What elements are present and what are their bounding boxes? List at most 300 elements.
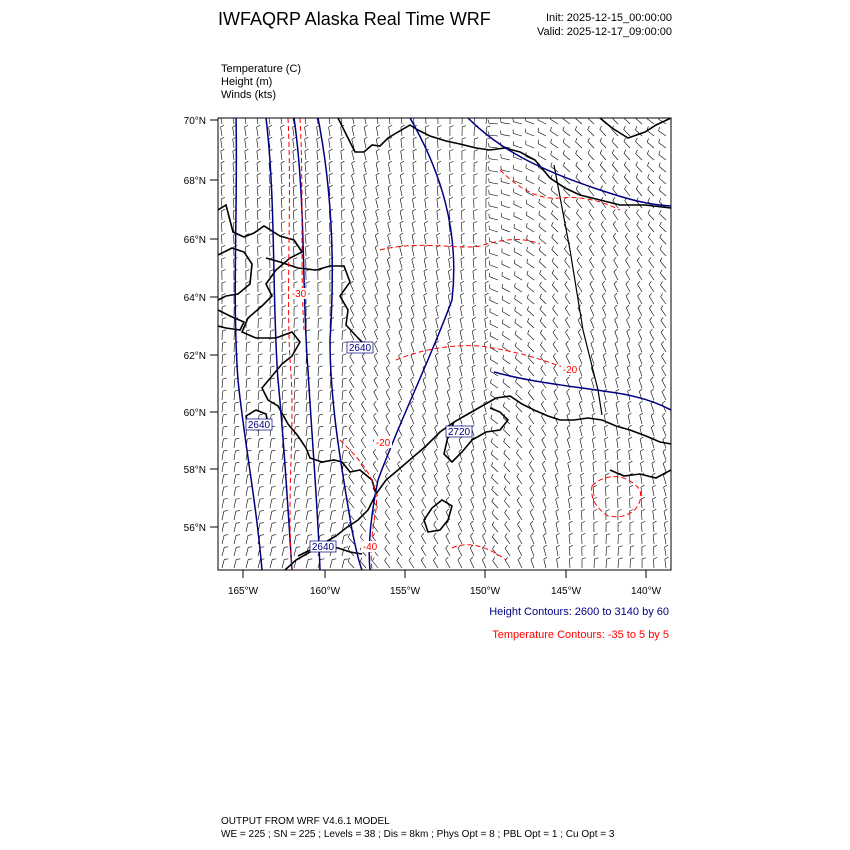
wind-barb [474, 115, 475, 124]
wind-barb-flag [659, 186, 660, 190]
wind-barb [341, 211, 342, 220]
wind-barb [257, 163, 258, 172]
wind-barb-flag [375, 317, 378, 320]
wind-barb [505, 549, 510, 557]
wind-barb [423, 416, 427, 424]
longitude-labels [228, 586, 662, 597]
wind-barb [461, 211, 462, 220]
wind-barb-flag [342, 330, 346, 331]
wind-barb [388, 163, 390, 172]
wind-barb [341, 223, 342, 232]
wind-barb-flag [627, 317, 630, 320]
wind-barb [305, 175, 306, 184]
wind-barb [625, 248, 630, 256]
wind-barb-flag [539, 199, 540, 203]
wind-barb-flag [518, 533, 521, 536]
wind-barb [615, 320, 618, 328]
wind-barb [306, 427, 307, 436]
wind-barb [306, 235, 307, 244]
wind-barb-flag [530, 521, 533, 524]
wind-barb-flag [434, 485, 437, 488]
wind-barb-flag [462, 126, 466, 127]
wind-barb-flag [223, 366, 227, 367]
wind-barb [626, 296, 630, 304]
wind-barb-flag [342, 233, 346, 235]
wind-barb-flag [434, 461, 437, 464]
wind-barb-flag [543, 533, 546, 536]
wind-barb-flag [258, 330, 262, 331]
wind-barb-flag [527, 306, 528, 310]
wind-barb [330, 451, 331, 460]
wind-barb [551, 143, 558, 148]
wind-barb [490, 289, 498, 293]
wind-barb [589, 213, 594, 220]
wind-barb-flag [650, 329, 653, 332]
wind-barb-flag [600, 150, 602, 154]
wind-barb-flag [222, 330, 226, 331]
wind-barb-flag [579, 365, 582, 368]
wind-barb-flag [501, 154, 502, 158]
wind-barb-flag [592, 401, 595, 403]
wind-barb [245, 115, 247, 124]
wind-barb-flag [618, 534, 622, 535]
wind-barb-flag [515, 319, 516, 323]
wind-barb [471, 500, 474, 508]
wind-barb-flag [527, 271, 528, 275]
wind-barb [665, 559, 666, 568]
wind-barb [518, 548, 522, 556]
wind-barb-flag [423, 341, 426, 344]
wind-barb-flag [490, 332, 491, 336]
wind-barb-flag [272, 474, 276, 475]
wind-barb-flag [502, 308, 503, 312]
wind-barb-flag [602, 305, 605, 308]
wind-barb-flag [344, 511, 348, 512]
wind-barb-flag [258, 245, 262, 247]
wind-barb [361, 428, 366, 436]
wind-barb-flag [437, 197, 441, 199]
wind-barb [616, 427, 618, 436]
wind-barb-flag [259, 378, 263, 379]
wind-barb [388, 223, 390, 232]
wind-barb [529, 464, 534, 472]
wind-barb [449, 259, 450, 268]
wind-barb-flag [352, 137, 355, 139]
wind-barb-flag [555, 449, 558, 452]
wind-barb [538, 155, 546, 160]
wind-barb [234, 499, 236, 508]
wind-barb [652, 451, 654, 460]
wind-barb [556, 511, 558, 520]
wind-barb [233, 163, 234, 172]
wind-barb-flag [484, 341, 488, 343]
wind-barb [425, 175, 426, 184]
wind-barb [422, 476, 426, 484]
wind-barb [472, 319, 474, 328]
wind-barb-flag [460, 305, 463, 307]
wind-barb-flag [422, 497, 425, 500]
wind-barb [342, 511, 344, 520]
wind-barb [492, 502, 498, 509]
wind-barb-flag [605, 449, 609, 451]
wind-barb-flag [504, 426, 506, 430]
valid-time: Valid: 2025-12-17_09:00:00 [537, 26, 672, 38]
wind-barb [424, 259, 426, 268]
wind-barb-flag [659, 175, 660, 179]
wind-barb-flag [486, 162, 490, 163]
wind-barb-flag [505, 545, 507, 548]
wind-barb [398, 404, 402, 412]
wind-barb-flag [569, 521, 573, 523]
wind-barb [664, 487, 666, 496]
wind-barb [663, 428, 666, 436]
wind-barb [514, 252, 522, 256]
wind-barb [361, 489, 366, 496]
wind-barb [529, 452, 534, 460]
wind-barb [518, 560, 522, 568]
wind-barb [342, 559, 344, 568]
wind-barb-flag [344, 547, 348, 548]
wind-barb [434, 548, 439, 556]
wind-barb [591, 379, 594, 388]
wind-barb [411, 380, 414, 388]
wind-barb [614, 296, 618, 304]
wind-barb-flag [556, 521, 559, 523]
wind-barb [258, 343, 259, 352]
wind-barb-flag [649, 293, 651, 296]
wind-barb-flag [271, 354, 275, 355]
wind-barb [435, 392, 438, 401]
wind-barb [362, 404, 367, 412]
wind-barb [363, 211, 366, 220]
wind-barb-flag [284, 547, 288, 548]
wind-barb [423, 331, 426, 340]
wind-barb [660, 238, 666, 245]
wind-barb [527, 275, 534, 281]
wind-barb [351, 187, 354, 196]
wind-barb [616, 403, 618, 412]
wind-barb-flag [412, 209, 415, 211]
wind-barb [233, 115, 235, 124]
wind-barb [424, 283, 426, 292]
wind-barb-flag [642, 546, 646, 548]
wind-barb [593, 487, 594, 496]
wind-barb [375, 260, 378, 269]
wind-barb [257, 115, 259, 124]
wind-barb-flag [660, 246, 662, 250]
wind-barb-flag [502, 331, 503, 335]
wind-barb-flag [329, 113, 332, 115]
wind-barb [221, 139, 222, 148]
wind-barb [604, 391, 606, 400]
wind-barb [269, 115, 271, 124]
wind-barb [305, 211, 306, 220]
wind-barb-flag [528, 342, 530, 346]
wind-barb-flag [281, 149, 285, 151]
wind-barb [663, 475, 666, 484]
wind-barb [434, 452, 438, 460]
wind-barb [411, 356, 414, 364]
wind-barb [233, 127, 234, 136]
wind-barb [517, 500, 522, 508]
wind-barb-flag [222, 258, 226, 260]
wind-barb [399, 308, 402, 317]
legend-height-contours: Height Contours: 2600 to 3140 by 60 [489, 606, 669, 618]
wind-barb-flag [424, 221, 428, 223]
wind-barb-flag [247, 378, 251, 379]
wind-barb [374, 392, 378, 400]
wind-barb [258, 559, 260, 568]
wind-barb-flag [283, 342, 287, 343]
wind-barb [486, 139, 487, 148]
wind-barb [410, 476, 414, 484]
wind-barb-flag [411, 329, 414, 332]
wind-barb-flag [565, 257, 567, 260]
wind-barb-flag [436, 269, 439, 271]
wind-barb-flag [235, 390, 239, 391]
wind-barb-flag [459, 413, 462, 416]
wind-barb [350, 296, 354, 304]
wind-barb-flag [491, 427, 492, 431]
wind-barb-flag [483, 533, 486, 536]
wind-barb-flag [236, 499, 240, 500]
wind-barb [318, 355, 319, 364]
wind-barb [318, 403, 319, 412]
wind-barb-flag [385, 533, 387, 536]
wind-barb [246, 463, 248, 472]
lat-label-56: 56°N [183, 523, 206, 534]
wind-barb [552, 261, 558, 268]
wind-barb-flag [224, 535, 228, 536]
field-winds: Winds (kts) [221, 89, 276, 101]
wind-barb-flag [493, 546, 495, 549]
wind-barb [505, 513, 510, 520]
wind-barb-flag [556, 533, 559, 535]
wind-barb [602, 260, 606, 268]
wind-barb-flag [350, 377, 353, 380]
wind-barb-flag [636, 150, 638, 154]
wind-barb-flag [362, 329, 365, 332]
wind-barb [374, 404, 378, 412]
wind-barb [556, 499, 558, 508]
wind-barb-flag [515, 343, 516, 347]
wind-barb [234, 379, 235, 388]
wind-barb-flag [374, 401, 377, 404]
wind-barb [305, 223, 306, 232]
wind-barb-flag [603, 365, 606, 368]
wind-barb-flag [437, 173, 441, 175]
wind-barb-flag [539, 235, 540, 239]
wind-barb [400, 271, 403, 280]
wind-barb-flag [473, 221, 477, 223]
wind-barb-flag [577, 281, 580, 284]
wind-barb [660, 273, 666, 280]
wind-barb-flag [306, 318, 310, 319]
wind-barb [461, 247, 462, 256]
wind-barb [577, 225, 582, 232]
wind-barb-flag [350, 365, 353, 368]
wind-barb [627, 356, 630, 365]
wind-barb [341, 175, 342, 184]
wind-barb-flag [590, 317, 593, 320]
wind-barb-flag [515, 331, 516, 335]
wind-barb [542, 452, 546, 460]
wind-barb [627, 320, 631, 328]
wind-barb [551, 214, 558, 220]
wind-barb-flag [374, 413, 377, 416]
wind-barb [318, 451, 319, 460]
wind-barb-flag [306, 282, 310, 283]
wind-barb [399, 344, 402, 352]
wind-barb [612, 153, 618, 160]
wind-barb-flag [551, 198, 552, 202]
wind-barb-flag [491, 391, 492, 395]
wind-barb-flag [364, 161, 367, 163]
wind-barb [490, 359, 498, 364]
wind-barb [423, 343, 426, 352]
wind-barb [503, 406, 510, 412]
wind-barb [614, 272, 618, 280]
wind-barb-flag [551, 210, 553, 214]
wind-barb [436, 283, 438, 292]
wind-barb-flag [491, 438, 492, 442]
wind-barb-flag [306, 245, 310, 247]
wind-barb [542, 428, 546, 436]
wind-barb-flag [222, 233, 226, 235]
wind-barb [527, 263, 534, 268]
wind-barb-flag [544, 545, 547, 547]
wind-barb [471, 488, 474, 496]
wind-barb [624, 118, 630, 124]
wind-barb [579, 392, 582, 401]
wind-barb-flag [485, 245, 489, 247]
wind-barb [473, 271, 474, 280]
wind-barb [660, 261, 666, 268]
wind-barb [270, 487, 272, 496]
wind-barb-flag [424, 281, 427, 283]
wind-barb-flag [526, 223, 527, 227]
wind-barb-flag [493, 557, 495, 560]
wind-barb [352, 151, 354, 160]
wind-barb-flag [530, 509, 533, 512]
wind-barb-flag [317, 221, 321, 223]
wind-barb [352, 175, 355, 184]
wind-barb-flag [329, 125, 333, 127]
wind-barb [641, 475, 642, 484]
wind-barb [413, 139, 414, 148]
wind-barb-flag [308, 523, 312, 524]
wind-barb [483, 524, 486, 532]
wind-barb [350, 368, 354, 376]
wind-barb-flag [486, 233, 490, 235]
wind-barb-flag [329, 173, 333, 175]
wind-barb-flag [349, 389, 352, 392]
wind-barb-flag [350, 317, 353, 320]
wind-barb [602, 284, 606, 292]
wind-barb [627, 367, 630, 376]
wind-barb [362, 356, 366, 364]
wind-barb-flag [592, 413, 595, 415]
wind-barb-flag [553, 341, 555, 344]
wind-barb [374, 416, 378, 424]
wind-barb [246, 355, 247, 364]
wind-barb-flag [474, 198, 478, 200]
wind-barb-flag [283, 426, 287, 427]
wind-barb-flag [651, 413, 654, 416]
wind-barb [489, 123, 498, 124]
wind-barb [530, 500, 534, 508]
wind-barb-flag [343, 414, 347, 415]
wind-barb [627, 344, 630, 352]
wind-barb-flag [540, 282, 542, 286]
wind-barb-flag [472, 389, 475, 391]
wind-barb [484, 355, 486, 364]
wind-barb [281, 163, 282, 172]
wind-barb [447, 416, 450, 425]
wind-barb-flag [436, 317, 439, 319]
wind-barb [515, 323, 522, 328]
wind-barb-flag [221, 221, 225, 223]
wind-barb-flag [577, 257, 579, 260]
wind-barb [581, 499, 582, 508]
wind-barb [281, 211, 282, 220]
wind-barb-flag [473, 305, 476, 307]
wind-barb-flag [248, 511, 252, 512]
wind-barb [569, 547, 570, 556]
wind-barb [550, 119, 558, 124]
wind-barb-flag [625, 233, 627, 236]
wind-barb [639, 380, 642, 389]
lat-label-62: 62°N [183, 351, 206, 362]
wind-barb [305, 187, 306, 196]
wind-barb [221, 115, 223, 124]
wind-barb-flag [373, 473, 375, 476]
wind-barb-flag [221, 173, 225, 175]
wind-barb-flag [388, 185, 391, 187]
wind-barb-flag [375, 269, 378, 272]
wind-barb-flag [296, 487, 300, 488]
wind-barb [565, 297, 570, 305]
wind-barb [641, 463, 643, 472]
wind-barb [363, 296, 367, 304]
wind-barb [234, 463, 236, 472]
wind-barb-flag [235, 402, 239, 403]
wind-barb [222, 367, 223, 376]
wind-barb [483, 512, 486, 520]
wind-barb-flag [349, 413, 351, 416]
wind-barb-flag [554, 365, 557, 368]
wind-barb [504, 477, 510, 484]
wind-barb [659, 178, 666, 184]
wind-barb-flag [503, 355, 504, 359]
wind-barb [581, 487, 582, 496]
wind-barb [492, 513, 498, 520]
wind-barb [375, 296, 378, 304]
wind-barb [528, 381, 534, 388]
wind-barb-flag [474, 162, 478, 163]
wind-barb [600, 165, 606, 172]
wind-barb [588, 165, 594, 172]
wind-barb-flag [412, 257, 415, 259]
wind-barb [375, 247, 378, 256]
wind-barb [374, 356, 378, 364]
wind-barb [650, 320, 654, 328]
wind-barb [517, 512, 522, 520]
wind-barb-flag [551, 139, 552, 143]
wind-barb-flag [458, 533, 461, 536]
lat-label-60: 60°N [183, 408, 206, 419]
wind-barb [376, 127, 378, 136]
